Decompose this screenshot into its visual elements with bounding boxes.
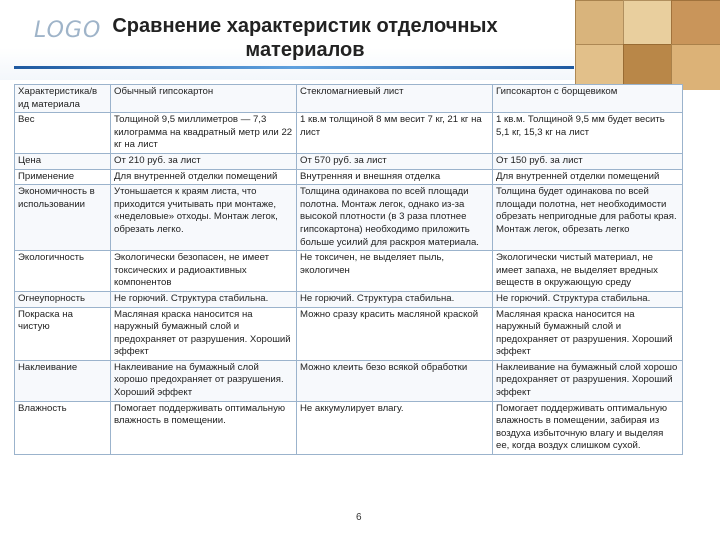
table-cell: Экологически безопасен, не имеет токсических и радиоактивных компонентов [111,251,297,292]
table-row [15,113,683,154]
table-row [15,291,683,307]
table-row [15,153,683,169]
table-cell: Толщина будет одинакова по всей площади полотна, нет необходимости обрезать непригодные для работы края. Монтаж легок, обрезать легко [493,185,683,251]
row-label: Огнеупорность [15,291,111,307]
table-cell: Масляная краска наносится на наружный бумажный слой и предохраняет от разрушения. Хороший эффект [111,307,297,360]
table-cell: Помогает поддерживать оптимальную влажность в помещении. [111,401,297,454]
table-cell: Экологически чистый материал, не имеет запаха, не выделяет вредных веществ в окружающую среду [493,251,683,292]
table-cell: От 210 руб. за лист [111,153,297,169]
table-row [15,401,683,454]
table-cell: Не горючий. Структура стабильна. [111,291,297,307]
row-label: Экологичность [15,251,111,292]
table-cell: Толщина одинакова по всей площади полотна. Монтаж легок, однако из-за высокой плотности (в 3 раза плотнее гипсокартона) необходимо приложить больше усилий для раскроя материала. [297,185,493,251]
logo: LOGO [34,18,102,43]
row-label: Экономичность в использовании [15,185,111,251]
table-cell: Можно сразу красить масляной краской [297,307,493,360]
table-cell: Наклеивание на бумажный слой хорошо предохраняет от разрушения. Хороший эффект [111,360,297,401]
table-cell: Утоньшается к краям листа, что приходится учитывать при монтаже, «неделовые» отходы. Монтаж легок, обрезать легко. [111,185,297,251]
page-number: 6 [356,512,362,523]
table-row [15,185,683,251]
table-row [15,360,683,401]
table-cell: Масляная краска наносится на наружный бумажный слой и предохраняет от разрушения. Хороший эффект [493,307,683,360]
table-cell: Толщиной 9,5 миллиметров — 7,3 килограмма на квадратный метр или 22 кг на лист [111,113,297,154]
decorative-cubes-image [575,0,720,90]
table-cell: Помогает поддерживать оптимальную влажность в помещении, забирая из воздуха избыточную влагу и выделяя ее, когда воздух слишком сухой. [493,401,683,454]
table-cell: Внутренняя и внешняя отделка [297,169,493,185]
row-label: Вес [15,113,111,154]
table-cell: Не токсичен, не выделяет пыль, экологичен [297,251,493,292]
row-label: Наклеивание [15,360,111,401]
column-header: Гипсокартон с борщевиком [493,85,683,113]
table-row [15,169,683,185]
column-header: Характеристика/в ид материала [15,85,111,113]
table-cell: Для внутренней отделки помещений [111,169,297,185]
comparison-table [14,84,683,455]
row-label: Покраска на чистую [15,307,111,360]
table-cell: Можно клеить безо всякой обработки [297,360,493,401]
table-header-row [15,85,683,113]
row-label: Влажность [15,401,111,454]
row-label: Применение [15,169,111,185]
title-line-2: материалов [245,39,365,61]
table-cell: Не горючий. Структура стабильна. [493,291,683,307]
row-label: Цена [15,153,111,169]
table-cell: От 150 руб. за лист [493,153,683,169]
table-cell: Не аккумулирует влагу. [297,401,493,454]
table-cell: От 570 руб. за лист [297,153,493,169]
table-cell: Для внутренней отделки помещений [493,169,683,185]
table-cell: Не горючий. Структура стабильна. [297,291,493,307]
column-header: Обычный гипсокартон [111,85,297,113]
table-cell: 1 кв.м толщиной 8 мм весит 7 кг, 21 кг на лист [297,113,493,154]
title-line-1: Сравнение характеристик отделочных [112,15,498,37]
table-cell: Наклеивание на бумажный слой хорошо предохраняет от разрушения. Хороший эффект [493,360,683,401]
title-underline [14,66,574,69]
column-header: Стекломагниевый лист [297,85,493,113]
slide-title [70,14,540,62]
table-row [15,307,683,360]
table-row [15,251,683,292]
table-cell: 1 кв.м. Толщиной 9,5 мм будет весить 5,1 кг, 15,3 кг на лист [493,113,683,154]
